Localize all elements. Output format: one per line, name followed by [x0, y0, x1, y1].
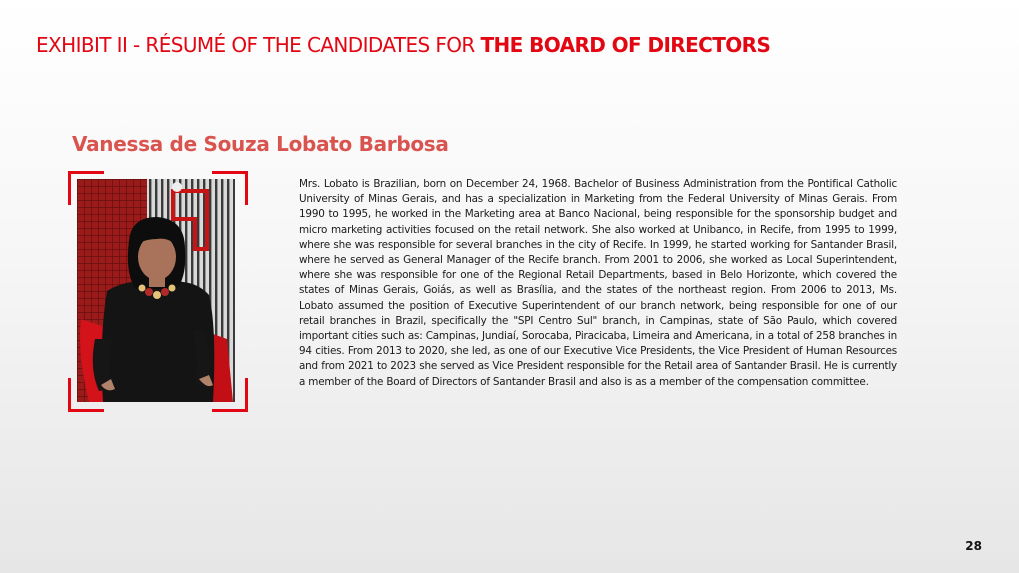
page-number: 28 — [965, 539, 982, 553]
title-regular: EXHIBIT II - RÉSUMÉ OF THE CANDIDATES FOR — [36, 33, 475, 57]
candidate-name: Vanessa de Souza Lobato Barbosa — [72, 132, 449, 156]
page-title — [36, 33, 996, 57]
title-bold: THE BOARD OF DIRECTORS — [480, 33, 771, 57]
candidate-photo — [77, 179, 235, 402]
candidate-bio: Mrs. Lobato is Brazilian, born on December 24, 1968. Bachelor of Business Administration from the Pontifical Catholic University of Minas Gerais, and has a specialization in Marketing from the Federal University of Minas Gerais. From 1990 to 1995, he worked in the Marketing area at Banco Nacional, being responsible for the sponsorship budget and micro marketing activities focused on the retail network. She also worked at Unibanco, in Recife, from 1995 to 1999, where she was responsible for several branches in the city of Recife. In 1999, he started working for Santander Brasil, where he served as General Manager of the Recife branch. From 2001 to 2006, she worked as Local Superintendent, where she was responsible for one of the Regional Retail Departments, based in Belo Horizonte, which covered the states of Minas Gerais, Goiás, as well as Brasília, and the states of the northeast region. From 2006 to 2013, Ms. Lobato assumed the position of Executive Superintendent of our branch network, being responsible for one of our retail branches in Brazil, specifically the "SPI Centro Sul" branch, in Campinas, state of São Paulo, which covered important cities such as: Campinas, Jundiaí, Sorocaba, Piracicaba, Limeira and Americana, in a total of 258 branches in 94 cities. From 2013 to 2020, she led, as one of our Executive Vice Presidents, the Vice President of Human Resources and from 2021 to 2023 she served as Vice President responsible for the Retail area of Santander Brasil. He is currently a member of the Board of Directors of Santander Brasil and also is as a member of the compensation committee. — [299, 178, 897, 388]
